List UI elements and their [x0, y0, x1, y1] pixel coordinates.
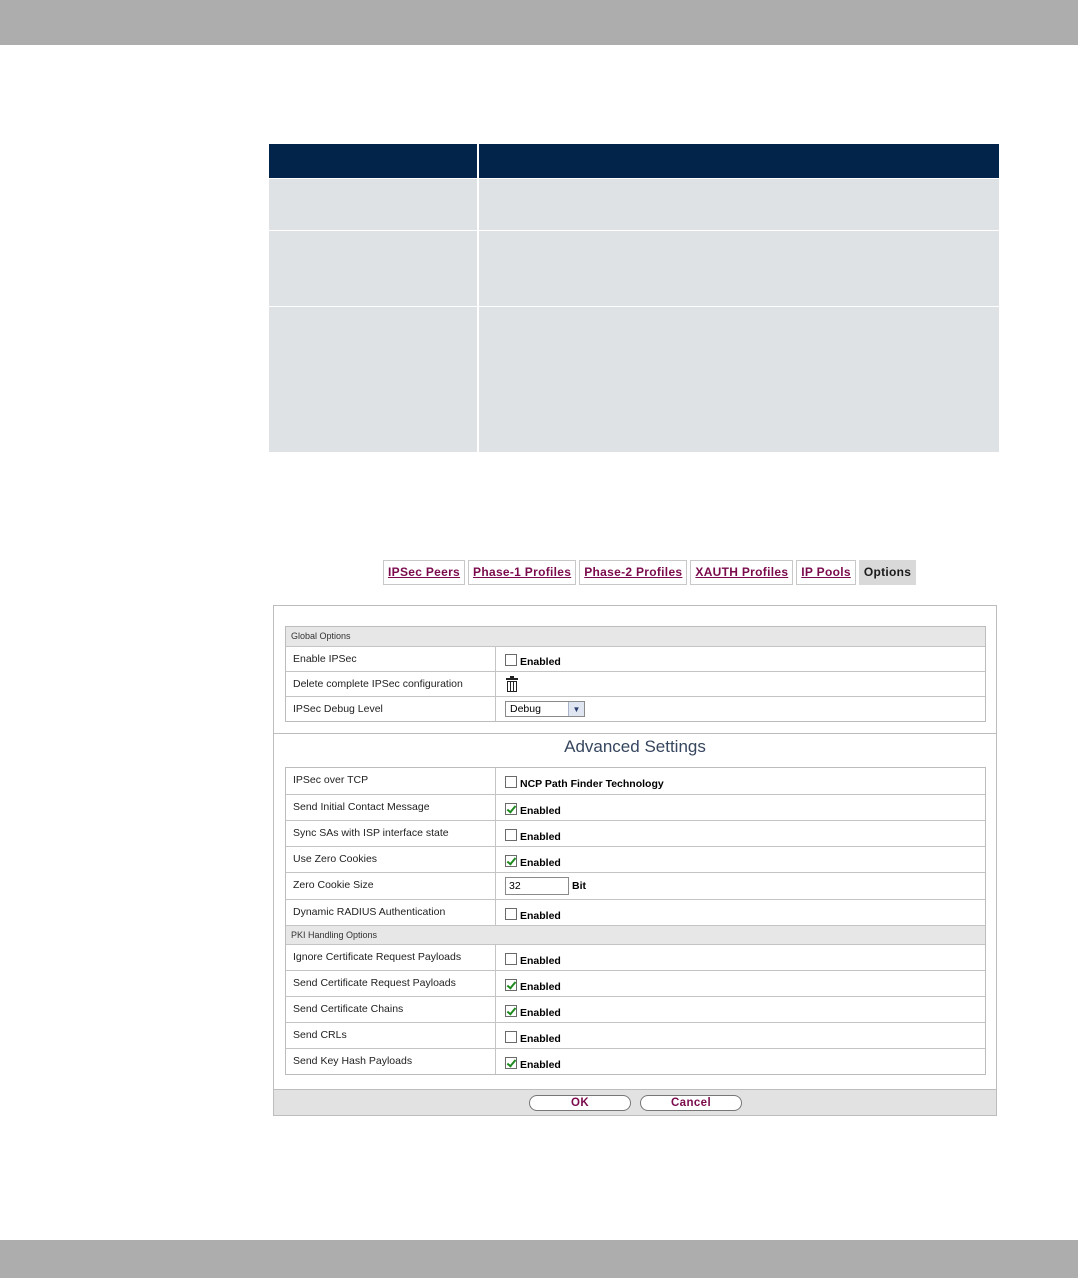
- checkbox-label: Enabled: [520, 830, 561, 843]
- row-value: [496, 1049, 985, 1074]
- row-label: Send Key Hash Payloads: [286, 1049, 496, 1074]
- table-cell: [478, 306, 999, 452]
- row-label: Delete complete IPSec configuration: [286, 672, 496, 696]
- row-value: [496, 1023, 985, 1048]
- table-header-cell: [269, 144, 478, 178]
- row-label: Send Certificate Chains: [286, 997, 496, 1022]
- advanced-settings-section: [285, 767, 986, 1075]
- row-value: [496, 945, 985, 970]
- checkbox-label: Enabled: [520, 909, 561, 922]
- table-cell: [269, 306, 478, 452]
- zero-cookies-row: [286, 846, 985, 872]
- checkbox-label: Enabled: [520, 980, 561, 993]
- unit-label: Bit: [572, 880, 586, 892]
- checkbox-label: NCP Path Finder Technology: [520, 778, 664, 790]
- zero-cookies-checkbox[interactable]: [505, 855, 517, 867]
- row-value: [496, 821, 985, 846]
- tab-ip-pools[interactable]: IP Pools: [796, 560, 856, 585]
- initial-contact-row: [286, 794, 985, 820]
- row-value: [496, 697, 985, 721]
- row-label: Send Initial Contact Message: [286, 795, 496, 820]
- tab-options[interactable]: Options: [859, 560, 916, 585]
- zero-cookie-size-input[interactable]: [505, 877, 569, 895]
- ipsec-over-tcp-checkbox[interactable]: [505, 776, 517, 788]
- send-crls-checkbox[interactable]: [505, 1031, 517, 1043]
- table-row: [269, 306, 999, 452]
- row-label: Send CRLs: [286, 1023, 496, 1048]
- checkbox-label: Enabled: [520, 1032, 561, 1045]
- row-label: Enable IPSec: [286, 647, 496, 671]
- section-header: PKI Handling Options: [286, 925, 985, 944]
- checkbox-label: Enabled: [520, 804, 561, 817]
- tab-bar: [383, 560, 916, 585]
- sync-sas-row: [286, 820, 985, 846]
- section-header: Global Options: [286, 627, 985, 646]
- table-cell: [269, 178, 478, 230]
- table-cell: [478, 230, 999, 306]
- send-cert-req-row: [286, 970, 985, 996]
- row-value: [496, 873, 985, 899]
- checkbox-label: Enabled: [520, 1058, 561, 1071]
- ignore-cert-req-row: [286, 944, 985, 970]
- button-bar: [274, 1089, 996, 1115]
- row-label: Send Certificate Request Payloads: [286, 971, 496, 996]
- row-label: Dynamic RADIUS Authentication: [286, 900, 496, 925]
- trash-icon[interactable]: [506, 677, 518, 692]
- debug-level-row: [286, 696, 985, 721]
- tab-phase-2-profiles[interactable]: Phase-2 Profiles: [579, 560, 687, 585]
- row-label: IPSec over TCP: [286, 768, 496, 794]
- ipsec-over-tcp-row: [286, 768, 985, 794]
- initial-contact-checkbox[interactable]: [505, 803, 517, 815]
- tab-phase-1-profiles[interactable]: Phase-1 Profiles: [468, 560, 576, 585]
- row-value: [496, 847, 985, 872]
- tab-ipsec-peers[interactable]: IPSec Peers: [383, 560, 465, 585]
- options-panel: [273, 605, 997, 1116]
- row-value: [496, 900, 985, 925]
- send-key-hash-checkbox[interactable]: [505, 1057, 517, 1069]
- radius-auth-row: [286, 899, 985, 925]
- zero-cookie-size-row: [286, 872, 985, 899]
- row-value: [496, 795, 985, 820]
- bottom-bar: [0, 1240, 1078, 1278]
- send-key-hash-row: [286, 1048, 985, 1074]
- table-cell: [478, 178, 999, 230]
- row-value: [496, 971, 985, 996]
- tab-xauth-profiles[interactable]: XAUTH Profiles: [690, 560, 793, 585]
- table-header-cell: [478, 144, 999, 178]
- checkbox-label: Enabled: [520, 656, 561, 668]
- row-value: [496, 647, 985, 671]
- enable-ipsec-row: [286, 646, 985, 671]
- ignore-cert-req-checkbox[interactable]: [505, 953, 517, 965]
- chevron-down-icon[interactable]: ▼: [568, 702, 584, 716]
- description-table: [269, 144, 999, 452]
- radius-auth-checkbox[interactable]: [505, 908, 517, 920]
- send-cert-req-checkbox[interactable]: [505, 979, 517, 991]
- delete-config-row: [286, 671, 985, 696]
- cancel-button[interactable]: Cancel: [640, 1095, 742, 1111]
- enable-ipsec-checkbox[interactable]: [505, 654, 517, 666]
- send-cert-chains-row: [286, 996, 985, 1022]
- advanced-settings-title: Advanced Settings: [564, 737, 706, 756]
- row-value: [496, 997, 985, 1022]
- send-cert-chains-checkbox[interactable]: [505, 1005, 517, 1017]
- global-options-section: [285, 626, 986, 722]
- ok-button[interactable]: OK: [529, 1095, 631, 1111]
- checkbox-label: Enabled: [520, 856, 561, 869]
- row-label: Ignore Certificate Request Payloads: [286, 945, 496, 970]
- send-crls-row: [286, 1022, 985, 1048]
- row-value: [496, 768, 985, 794]
- row-label: Zero Cookie Size: [286, 873, 496, 899]
- table-row: [269, 230, 999, 306]
- debug-level-select[interactable]: [505, 701, 585, 717]
- table-row: [269, 178, 999, 230]
- row-label: Use Zero Cookies: [286, 847, 496, 872]
- select-value: Debug: [510, 703, 541, 715]
- row-label: IPSec Debug Level: [286, 697, 496, 721]
- table-header-row: [269, 144, 999, 178]
- row-label: Sync SAs with ISP interface state: [286, 821, 496, 846]
- sync-sas-checkbox[interactable]: [505, 829, 517, 841]
- checkbox-label: Enabled: [520, 954, 561, 967]
- table-cell: [269, 230, 478, 306]
- top-bar: [0, 0, 1078, 45]
- row-value: [496, 672, 985, 696]
- checkbox-label: Enabled: [520, 1006, 561, 1019]
- section-divider: [274, 733, 996, 734]
